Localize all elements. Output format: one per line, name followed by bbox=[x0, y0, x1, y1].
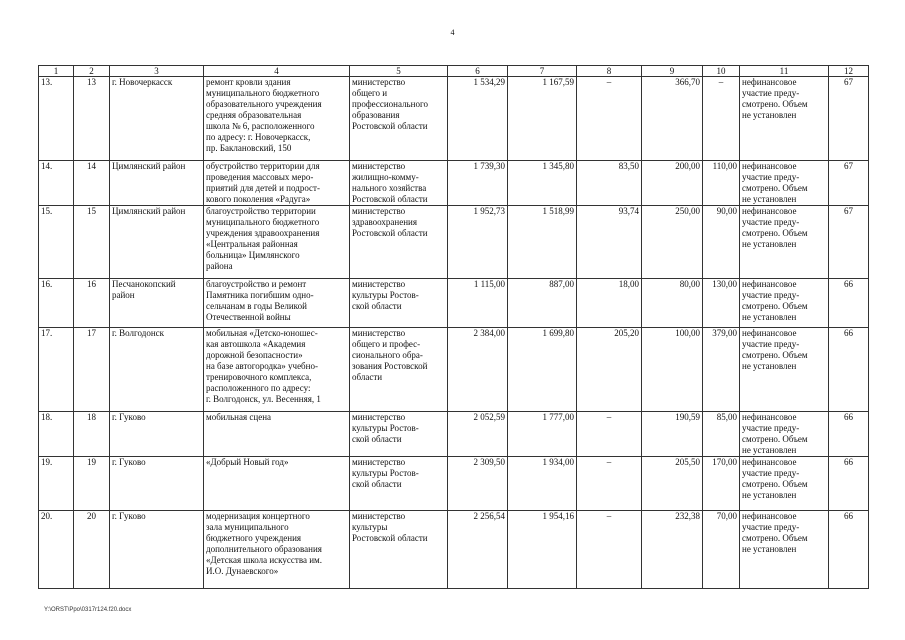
ministry-cell: министерство здравоохранения Ростовской области bbox=[350, 206, 448, 279]
table-row bbox=[39, 457, 869, 511]
ministry-cell: министерство культуры Ростов- ской области bbox=[350, 279, 448, 328]
score-cell: 67 bbox=[829, 161, 869, 206]
row-number-cell: 13. bbox=[39, 77, 74, 161]
regional-budget-cell: 1 954,16 bbox=[508, 511, 577, 589]
header-cell: 7 bbox=[508, 66, 577, 77]
header-cell: 2 bbox=[74, 66, 110, 77]
row-number-cell: 18. bbox=[39, 412, 74, 457]
sponsor-funds-cell: 130,00 bbox=[703, 279, 740, 328]
locality-cell: г. Гуково bbox=[110, 412, 204, 457]
project-description-cell: модернизация концертного зала муниципального бюджетного учреждения дополнительного образования «Детская школа искусства им. И.О. Дунаевского» bbox=[204, 511, 350, 589]
regional-budget-cell: 887,00 bbox=[508, 279, 577, 328]
table-row bbox=[39, 328, 869, 412]
table-row bbox=[39, 206, 869, 279]
locality-cell: г. Гуково bbox=[110, 457, 204, 511]
header-cell: 6 bbox=[448, 66, 508, 77]
score-cell: 67 bbox=[829, 206, 869, 279]
total-cost-cell: 1 952,73 bbox=[448, 206, 508, 279]
ministry-cell: министерство культуры Ростов- ской области bbox=[350, 457, 448, 511]
population-funds-cell: 80,00 bbox=[642, 279, 703, 328]
table-row bbox=[39, 161, 869, 206]
total-cost-cell: 1 739,30 bbox=[448, 161, 508, 206]
local-budget-cell: – bbox=[577, 457, 642, 511]
project-description-cell: «Добрый Новый год» bbox=[204, 457, 350, 511]
score-cell: 66 bbox=[829, 457, 869, 511]
file-path-footer: Y:\ORST\Ppo\0317r124.f20.docx bbox=[44, 607, 132, 613]
header-cell: 10 bbox=[703, 66, 740, 77]
population-funds-cell: 250,00 bbox=[642, 206, 703, 279]
score-cell: 66 bbox=[829, 328, 869, 412]
regional-budget-cell: 1 934,00 bbox=[508, 457, 577, 511]
locality-cell: Цимлянский район bbox=[110, 206, 204, 279]
item-number-cell: 20 bbox=[74, 511, 110, 589]
project-description-cell: мобильная сцена bbox=[204, 412, 350, 457]
participation-note-cell: нефинансовое участие преду- смотрено. Объем не установлен bbox=[740, 206, 829, 279]
participation-note-cell: нефинансовое участие преду- смотрено. Объем не установлен bbox=[740, 328, 829, 412]
projects-table bbox=[38, 65, 869, 589]
local-budget-cell: – bbox=[577, 77, 642, 161]
population-funds-cell: 205,50 bbox=[642, 457, 703, 511]
row-number-cell: 19. bbox=[39, 457, 74, 511]
total-cost-cell: 2 384,00 bbox=[448, 328, 508, 412]
header-cell: 5 bbox=[350, 66, 448, 77]
project-description-cell: мобильная «Детско-юношес- кая автошкола «Академия дорожной безопасности» на базе автогородка» учебно- тренировочного комплекса, расположенного по адресу: г. Волгодонск, ул. Весенняя, 1 bbox=[204, 328, 350, 412]
total-cost-cell: 1 115,00 bbox=[448, 279, 508, 328]
project-description-cell: обустройство территории для проведения массовых меро- приятий для детей и подрост- кового поколения «Радуга» bbox=[204, 161, 350, 206]
table-row bbox=[39, 412, 869, 457]
item-number-cell: 18 bbox=[74, 412, 110, 457]
score-cell: 67 bbox=[829, 77, 869, 161]
header-cell: 9 bbox=[642, 66, 703, 77]
sponsor-funds-cell: 170,00 bbox=[703, 457, 740, 511]
participation-note-cell: нефинансовое участие преду- смотрено. Объем не установлен bbox=[740, 77, 829, 161]
header-cell: 12 bbox=[829, 66, 869, 77]
participation-note-cell: нефинансовое участие преду- смотрено. Объем не установлен bbox=[740, 161, 829, 206]
total-cost-cell: 2 256,54 bbox=[448, 511, 508, 589]
total-cost-cell: 2 052,59 bbox=[448, 412, 508, 457]
ministry-cell: министерство общего и профес- сионального обра- зования Ростовской области bbox=[350, 328, 448, 412]
project-description-cell: ремонт кровли здания муниципального бюджетного образовательного учреждения средняя образовательная школа № 6, расположенного по адресу: г. Новочеркасск, пр. Баклановский, 150 bbox=[204, 77, 350, 161]
header-cell: 3 bbox=[110, 66, 204, 77]
sponsor-funds-cell: 70,00 bbox=[703, 511, 740, 589]
sponsor-funds-cell: 90,00 bbox=[703, 206, 740, 279]
item-number-cell: 17 bbox=[74, 328, 110, 412]
locality-cell: г. Волгодонск bbox=[110, 328, 204, 412]
project-description-cell: благоустройство территории муниципального бюджетного учреждения здравоохранения «Центральная районная больница» Цимлянского района bbox=[204, 206, 350, 279]
ministry-cell: министерство культуры Ростовской области bbox=[350, 511, 448, 589]
local-budget-cell: 18,00 bbox=[577, 279, 642, 328]
score-cell: 66 bbox=[829, 412, 869, 457]
local-budget-cell: 83,50 bbox=[577, 161, 642, 206]
table-row bbox=[39, 279, 869, 328]
header-cell: 8 bbox=[577, 66, 642, 77]
sponsor-funds-cell: – bbox=[703, 77, 740, 161]
sponsor-funds-cell: 110,00 bbox=[703, 161, 740, 206]
item-number-cell: 19 bbox=[74, 457, 110, 511]
row-number-cell: 15. bbox=[39, 206, 74, 279]
row-number-cell: 20. bbox=[39, 511, 74, 589]
population-funds-cell: 100,00 bbox=[642, 328, 703, 412]
table-row bbox=[39, 77, 869, 161]
total-cost-cell: 1 534,29 bbox=[448, 77, 508, 161]
item-number-cell: 16 bbox=[74, 279, 110, 328]
table-row bbox=[39, 511, 869, 589]
regional-budget-cell: 1 518,99 bbox=[508, 206, 577, 279]
locality-cell: г. Гуково bbox=[110, 511, 204, 589]
page-number: 4 bbox=[450, 28, 455, 37]
sponsor-funds-cell: 85,00 bbox=[703, 412, 740, 457]
population-funds-cell: 232,38 bbox=[642, 511, 703, 589]
population-funds-cell: 200,00 bbox=[642, 161, 703, 206]
header-cell: 11 bbox=[740, 66, 829, 77]
ministry-cell: министерство жилищно-комму- нального хозяйства Ростовской области bbox=[350, 161, 448, 206]
ministry-cell: министерство культуры Ростов- ской области bbox=[350, 412, 448, 457]
population-funds-cell: 366,70 bbox=[642, 77, 703, 161]
regional-budget-cell: 1 699,80 bbox=[508, 328, 577, 412]
score-cell: 66 bbox=[829, 511, 869, 589]
score-cell: 66 bbox=[829, 279, 869, 328]
participation-note-cell: нефинансовое участие преду- смотрено. Объем не установлен bbox=[740, 511, 829, 589]
local-budget-cell: 205,20 bbox=[577, 328, 642, 412]
participation-note-cell: нефинансовое участие преду- смотрено. Объем не установлен bbox=[740, 279, 829, 328]
item-number-cell: 14 bbox=[74, 161, 110, 206]
header-row bbox=[39, 66, 869, 77]
item-number-cell: 13 bbox=[74, 77, 110, 161]
regional-budget-cell: 1 345,80 bbox=[508, 161, 577, 206]
row-number-cell: 17. bbox=[39, 328, 74, 412]
participation-note-cell: нефинансовое участие преду- смотрено. Объем не установлен bbox=[740, 412, 829, 457]
ministry-cell: министерство общего и профессионального образования Ростовской области bbox=[350, 77, 448, 161]
header-cell: 4 bbox=[204, 66, 350, 77]
project-description-cell: благоустройство и ремонт Памятника погибшим одно- сельчанам в годы Великой Отечественной войны bbox=[204, 279, 350, 328]
participation-note-cell: нефинансовое участие преду- смотрено. Объем не установлен bbox=[740, 457, 829, 511]
row-number-cell: 16. bbox=[39, 279, 74, 328]
local-budget-cell: – bbox=[577, 412, 642, 457]
population-funds-cell: 190,59 bbox=[642, 412, 703, 457]
total-cost-cell: 2 309,50 bbox=[448, 457, 508, 511]
locality-cell: г. Новочеркасск bbox=[110, 77, 204, 161]
regional-budget-cell: 1 777,00 bbox=[508, 412, 577, 457]
item-number-cell: 15 bbox=[74, 206, 110, 279]
regional-budget-cell: 1 167,59 bbox=[508, 77, 577, 161]
locality-cell: Песчанокопский район bbox=[110, 279, 204, 328]
local-budget-cell: – bbox=[577, 511, 642, 589]
sponsor-funds-cell: 379,00 bbox=[703, 328, 740, 412]
row-number-cell: 14. bbox=[39, 161, 74, 206]
locality-cell: Цимлянский район bbox=[110, 161, 204, 206]
local-budget-cell: 93,74 bbox=[577, 206, 642, 279]
header-cell: 1 bbox=[39, 66, 74, 77]
